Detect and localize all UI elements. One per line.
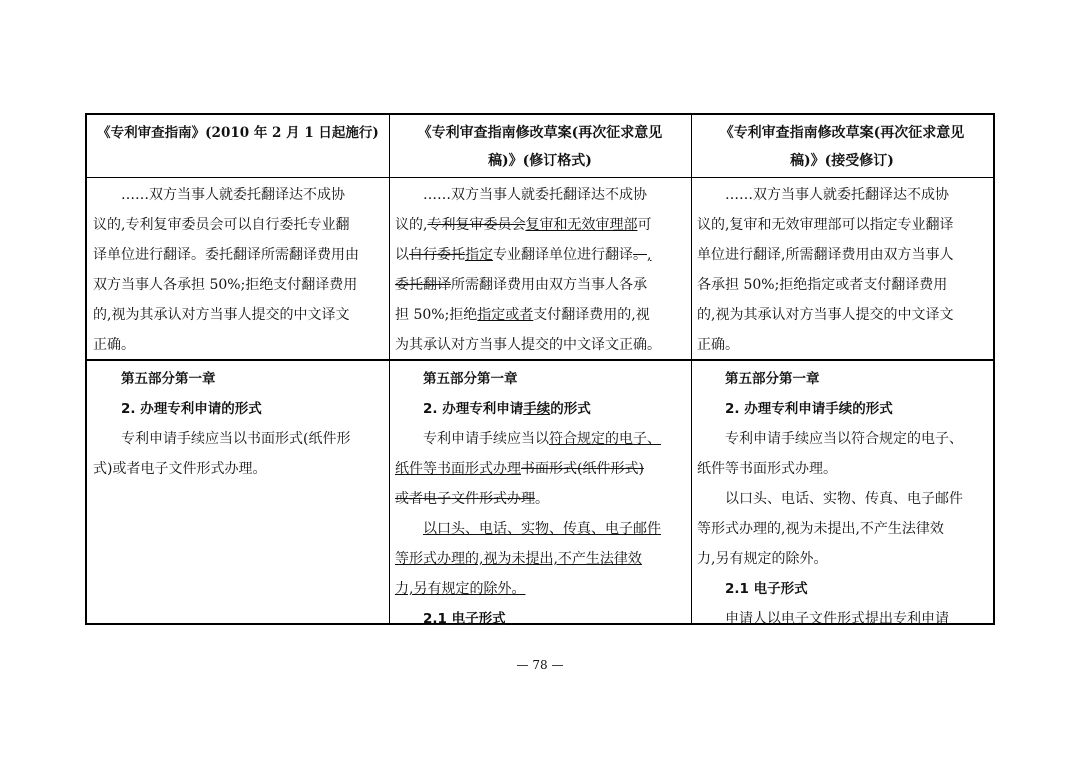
inserted-text: 指定 [465,247,493,263]
text-line [395,270,685,300]
column-tracked [389,115,691,627]
text: 可 [637,217,652,233]
text-line: 各承担 50%;拒绝指定或者支付翻译费用 [697,277,948,293]
deleted-text: 书面形式(纸件形式) [521,461,644,477]
inserted-text: 力,另有规定的除外。 [395,581,526,597]
text-line [395,300,685,330]
inserted-text: 纸件等书面形式办理 [395,461,521,477]
text-line: ……双方当事人就委托翻译达不成协 [423,187,647,203]
text-line: ……双方当事人就委托翻译达不成协 [121,187,345,203]
text-line: 力,另有规定的除外。 [697,551,828,567]
text-line [395,484,685,514]
section-heading: 2. 办理专利申请的形式 [121,401,262,417]
header-line: 《专利审查指南修改草案(再次征求意见 [719,125,965,141]
text: 所需翻译费用由双方当事人各承 [451,277,647,293]
text-line [395,424,685,454]
column-accepted [691,115,993,627]
text-line: 申请人以电子文件形式提出专利申请 [725,611,949,627]
comparison-table [85,113,995,625]
cell-form-accepted [691,364,993,627]
inserted-text: 指定或者 [477,307,534,323]
text-line: 的,视为其承认对方当事人提交的中文译文 [697,307,954,323]
text: 议的, [395,217,428,233]
text: 支付翻译费用的,视 [533,307,650,323]
header-accepted [691,119,993,177]
subsection-heading: 2.1 电子形式 [423,611,506,627]
text-line: 译单位进行翻译。委托翻译所需翻译费用由 [93,247,359,263]
inserted-text: 等形式办理的,视为未提出,不产生法律效 [395,551,642,567]
text: 的形式 [550,401,591,417]
deleted-text: 。 [633,247,647,263]
text: 专业翻译单位进行翻译 [493,247,633,263]
text-line: 议的,专利复审委员会可以自行委托专业翻 [93,217,350,233]
page-number: — 78 — [516,658,564,672]
text-line: 纸件等书面形式办理。 [697,461,837,477]
chapter-heading: 第五部分第一章 [121,371,216,387]
text: 以 [395,247,409,263]
text: 2. 办理专利申请 [423,401,524,417]
text-line: 等形式办理的,视为未提出,不产生法律效 [697,521,944,537]
text: 。 [535,491,549,507]
cell-form-original [87,364,389,624]
header-line: 稿)》(修订格式) [488,153,592,169]
deleted-text: 或者电子文件形式办理 [395,491,535,507]
cell-translation-accepted [691,180,993,358]
deleted-text: 专利复审委员会 [427,217,526,233]
section-heading [395,394,685,424]
text-line: 单位进行翻译,所需翻译费用由双方当事人 [697,247,954,263]
column-original [87,115,389,623]
inserted-text: 复审和无效审理部 [525,217,638,233]
text-line: 正确。 [697,337,739,353]
text-line: 的,视为其承认对方当事人提交的中文译文 [93,307,350,323]
deleted-text: 委托翻译 [395,277,451,293]
text-line: 专利申请手续应当以符合规定的电子、 [725,431,963,447]
header-tracked [389,119,691,177]
header-line: 稿)》(接受修订) [790,153,894,169]
text-line: 正确。 [93,337,135,353]
text: 担 50%;拒绝 [395,307,478,323]
text-line [395,240,685,270]
text-line: 专利申请手续应当以书面形式(纸件形 [121,431,351,447]
inserted-text: 符合规定的电子、 [549,431,661,447]
inserted-text: 手续 [523,401,551,417]
cell-translation-original [87,180,389,358]
cell-form-tracked [389,364,691,627]
text-line: 以口头、电话、实物、传真、电子邮件 [725,491,963,507]
header-original [87,119,389,177]
header-line: 《专利审查指南》(2010 年 2 月 1 日起施行) [97,125,379,141]
text-line: 为其承认对方当事人提交的中文译文正确。 [395,337,661,353]
inserted-text: , [647,247,652,263]
text: 专利申请手续应当以 [423,431,549,447]
chapter-heading: 第五部分第一章 [725,371,820,387]
text-line: 式)或者电子文件形式办理。 [93,461,267,477]
text-line [395,210,685,240]
section-heading: 2. 办理专利申请手续的形式 [725,401,893,417]
text-line [395,454,685,484]
text-line: 双方当事人各承担 50%;拒绝支付翻译费用 [93,277,358,293]
inserted-text: 以口头、电话、实物、传真、电子邮件 [423,521,661,537]
subsection-heading: 2.1 电子形式 [725,581,808,597]
text-line: ……双方当事人就委托翻译达不成协 [725,187,949,203]
header-line: 《专利审查指南修改草案(再次征求意见 [417,125,663,141]
chapter-heading: 第五部分第一章 [423,371,518,387]
text-line: 议的,复审和无效审理部可以指定专业翻译 [697,217,954,233]
deleted-text: 自行委托 [409,247,465,263]
cell-translation-tracked [389,180,691,358]
